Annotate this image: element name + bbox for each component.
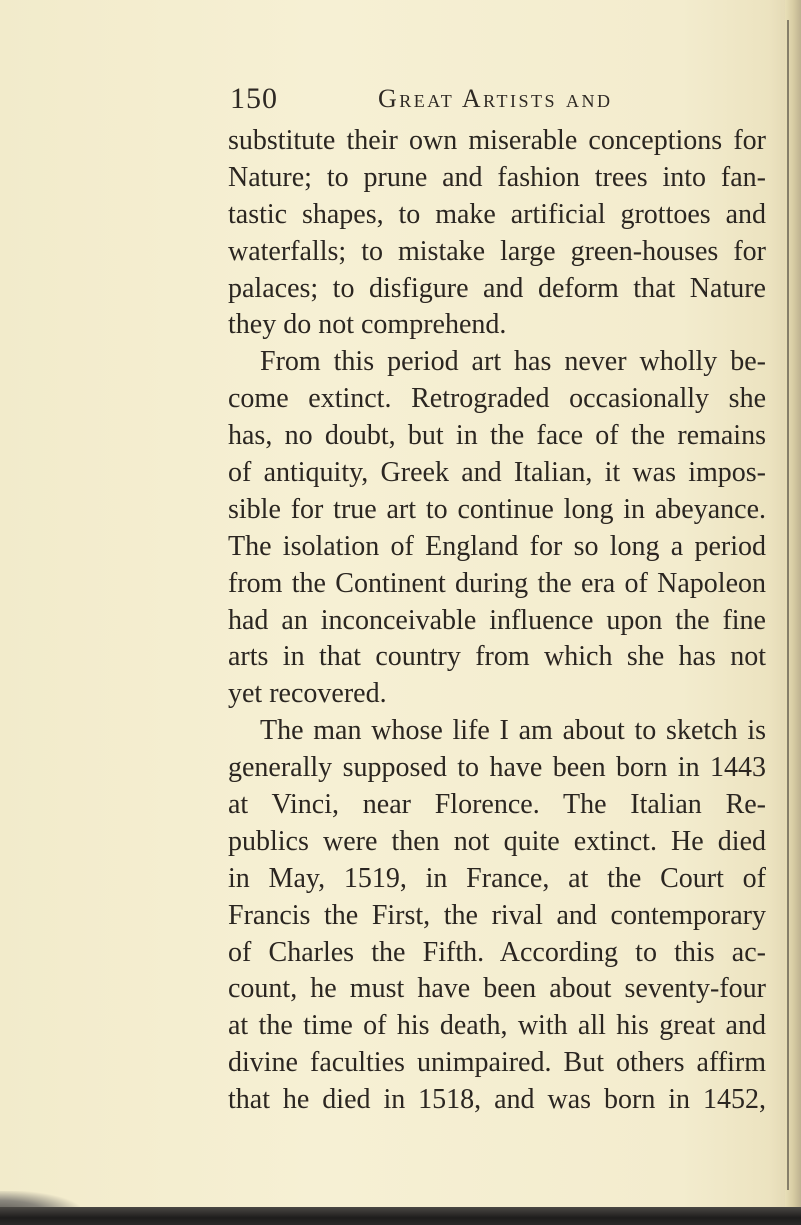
text-line: substitute their own miserable conceptions for — [228, 125, 766, 156]
text-line: yet recovered. — [228, 678, 387, 710]
text-line: Nature; to prune and fashion trees into fan- — [228, 161, 766, 193]
text-line: come extinct. Retrograded occasionally she — [228, 383, 766, 415]
text-line: at Vinci, near Florence. The Italian Re- — [228, 789, 766, 821]
text-line: waterfalls; to mistake large green-houses for — [228, 235, 766, 267]
body-text — [228, 123, 766, 1119]
binding-shadow-line — [787, 20, 789, 1190]
text-line: From this period art has never wholly be- — [260, 346, 766, 378]
text-line: count, he must have been about seventy-four — [228, 973, 766, 1005]
text-line: The man whose life I am about to sketch is — [260, 715, 766, 747]
page-number: 150 — [230, 82, 278, 115]
text-line: publics were then not quite extinct. He died — [228, 825, 766, 857]
text-line: that he died in 1518, and was born in 1452, — [228, 1084, 766, 1116]
text-line: of antiquity, Greek and Italian, it was impos- — [228, 457, 766, 489]
running-head: Great Artists and — [378, 84, 613, 113]
text-line: divine faculties unimpaired. But others affirm — [228, 1047, 766, 1079]
page-bottom-edge — [0, 1207, 801, 1225]
text-line: had an inconceivable influence upon the fine — [228, 604, 766, 636]
text-line: they do not comprehend. — [228, 309, 507, 341]
text-line: sible for true art to continue long in abeyance. — [228, 493, 766, 525]
text-line: generally supposed to have been born in 1443 — [228, 752, 766, 784]
text-line: Francis the First, the rival and contemporary — [228, 899, 766, 931]
page-header — [230, 82, 750, 122]
text-line: at the time of his death, with all his great and — [228, 1010, 766, 1042]
text-line: has, no doubt, but in the face of the remains — [228, 420, 766, 452]
text-line: The isolation of England for so long a period — [228, 530, 766, 562]
text-line: tastic shapes, to make artificial grottoes and — [228, 198, 766, 230]
text-line: in May, 1519, in France, at the Court of — [228, 862, 766, 894]
text-line: arts in that country from which she has not — [228, 641, 766, 673]
text-line: palaces; to disfigure and deform that Nature — [228, 272, 766, 304]
text-line: from the Continent during the era of Napoleon — [228, 567, 766, 599]
text-line: of Charles the Fifth. According to this ac- — [228, 936, 766, 968]
